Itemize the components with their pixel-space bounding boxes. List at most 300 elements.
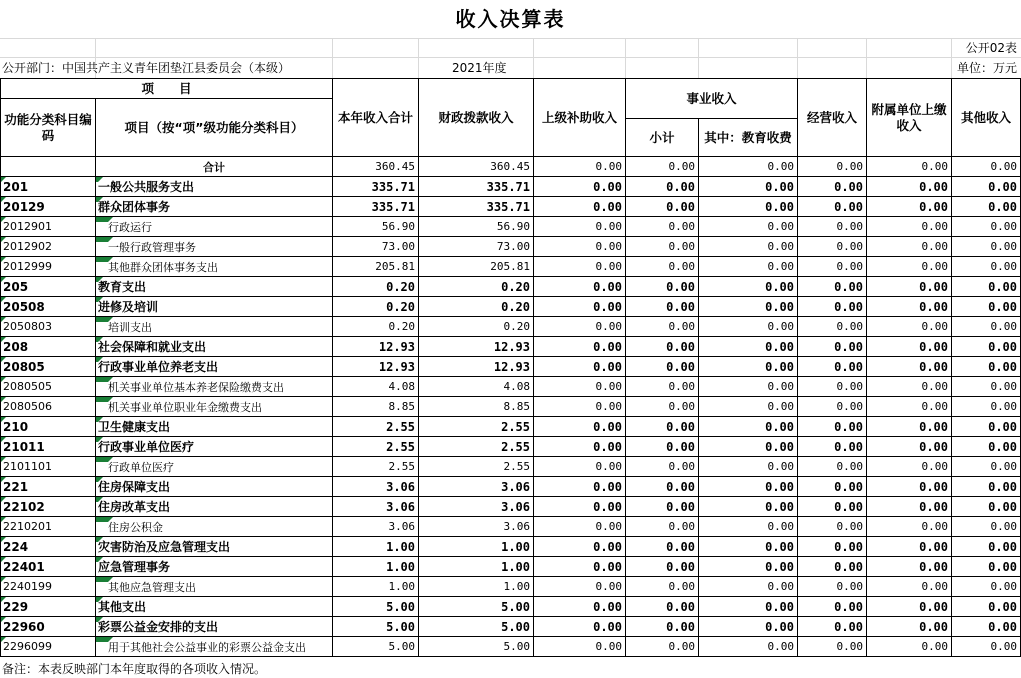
name-cell[interactable]	[96, 417, 333, 437]
value-cell[interactable]: 0.00	[867, 217, 952, 237]
value-cell[interactable]: 0.00	[952, 597, 1021, 617]
name-cell[interactable]	[96, 557, 333, 577]
value-cell[interactable]: 0.00	[798, 577, 867, 597]
value-cell[interactable]: 0.00	[952, 197, 1021, 217]
value-cell[interactable]: 0.00	[798, 417, 867, 437]
value-cell[interactable]: 0.00	[534, 537, 626, 557]
value-cell[interactable]: 0.00	[534, 497, 626, 517]
value-cell[interactable]: 0.00	[699, 597, 798, 617]
value-cell[interactable]: 0.00	[798, 317, 867, 337]
code-cell[interactable]	[1, 597, 96, 617]
name-cell[interactable]	[96, 377, 333, 397]
value-cell[interactable]: 0.00	[867, 357, 952, 377]
table-row	[1, 457, 1021, 477]
value-cell[interactable]: 0.00	[867, 317, 952, 337]
code-cell[interactable]	[1, 397, 96, 417]
value-cell[interactable]: 0.00	[534, 197, 626, 217]
value-cell[interactable]: 0.00	[534, 457, 626, 477]
name-cell[interactable]	[96, 537, 333, 557]
table-body	[1, 157, 1021, 657]
value-cell[interactable]: 0.00	[798, 557, 867, 577]
total-label: 合计	[96, 157, 333, 177]
value-cell[interactable]: 0.00	[626, 217, 699, 237]
value-cell[interactable]: 0.00	[626, 597, 699, 617]
value-cell[interactable]: 0.00	[952, 257, 1021, 277]
value-cell[interactable]: 0.00	[699, 317, 798, 337]
value-cell[interactable]: 1.00	[333, 537, 419, 557]
code-text: 208	[3, 339, 29, 354]
affiliated-header: 附属单位上缴收入	[867, 79, 952, 157]
value-cell[interactable]: 0.00	[626, 237, 699, 257]
value-cell[interactable]: 0.00	[534, 617, 626, 637]
value-cell[interactable]: 0.00	[626, 497, 699, 517]
value-cell[interactable]: 0.00	[699, 437, 798, 457]
code-header: 功能分类科目编码	[1, 99, 96, 157]
value-cell[interactable]: 0.00	[798, 437, 867, 457]
value-cell[interactable]: 0.00	[534, 597, 626, 617]
value-cell[interactable]: 0.00	[867, 577, 952, 597]
value-cell[interactable]: 0.00	[534, 377, 626, 397]
value-cell[interactable]: 0.00	[534, 357, 626, 377]
code-cell[interactable]	[1, 557, 96, 577]
value-cell[interactable]: 0.00	[626, 457, 699, 477]
grid-line	[866, 38, 867, 78]
value-cell[interactable]: 0.00	[534, 557, 626, 577]
value-cell[interactable]: 8.85	[333, 397, 419, 417]
value-cell[interactable]: 0.00	[534, 437, 626, 457]
code-cell[interactable]	[1, 577, 96, 597]
table-row	[1, 597, 1021, 617]
value-cell[interactable]: 0.00	[534, 297, 626, 317]
table-row	[1, 357, 1021, 377]
value-cell[interactable]: 12.93	[333, 357, 419, 377]
name-cell[interactable]	[96, 617, 333, 637]
code-cell[interactable]	[1, 417, 96, 437]
value-cell[interactable]: 0.00	[534, 417, 626, 437]
name-cell[interactable]	[96, 337, 333, 357]
name-cell[interactable]	[96, 297, 333, 317]
value-cell[interactable]: 4.08	[333, 377, 419, 397]
value-cell[interactable]: 0.00	[534, 237, 626, 257]
value-cell[interactable]: 0.00	[699, 237, 798, 257]
value-cell[interactable]: 0.00	[867, 177, 952, 197]
code-cell[interactable]	[1, 177, 96, 197]
value-cell[interactable]: 0.00	[952, 617, 1021, 637]
value-cell[interactable]: 0.00	[626, 337, 699, 357]
value-cell[interactable]: 205.81	[333, 257, 419, 277]
value-cell[interactable]: 0.00	[626, 637, 699, 657]
code-text: 22960	[3, 619, 45, 634]
name-cell[interactable]	[96, 637, 333, 657]
value-cell[interactable]: 0.00	[798, 597, 867, 617]
value-cell[interactable]: 0.00	[867, 557, 952, 577]
total-row	[1, 157, 1021, 177]
value-cell[interactable]: 0.00	[867, 617, 952, 637]
name-text: 机关事业单位职业年金缴费支出	[108, 400, 262, 414]
value-cell[interactable]: 1.00	[419, 537, 534, 557]
value-cell[interactable]: 5.00	[333, 617, 419, 637]
name-cell[interactable]	[96, 497, 333, 517]
value-cell[interactable]: 5.00	[333, 637, 419, 657]
value-cell[interactable]: 0.00	[952, 237, 1021, 257]
name-cell[interactable]	[96, 597, 333, 617]
value-cell[interactable]: 0.00	[626, 257, 699, 277]
value-cell[interactable]: 0.00	[798, 617, 867, 637]
code-text: 2080506	[3, 400, 52, 413]
value-cell[interactable]: 5.00	[419, 597, 534, 617]
value-cell[interactable]: 0.00	[699, 217, 798, 237]
value-cell[interactable]: 5.00	[333, 597, 419, 617]
value-cell[interactable]: 1.00	[333, 557, 419, 577]
table-row	[1, 217, 1021, 237]
value-cell[interactable]: 0.00	[534, 477, 626, 497]
code-cell[interactable]	[1, 317, 96, 337]
name-cell[interactable]	[96, 517, 333, 537]
value-cell[interactable]: 0.00	[798, 297, 867, 317]
name-cell[interactable]	[96, 217, 333, 237]
value-cell[interactable]: 335.71	[419, 197, 534, 217]
value-cell[interactable]: 0.00	[798, 517, 867, 537]
cell-marker-icon	[1, 297, 6, 302]
name-text: 住房公积金	[108, 520, 163, 534]
code-text: 224	[3, 539, 29, 554]
cell-marker-icon	[1, 457, 6, 462]
code-cell[interactable]	[1, 477, 96, 497]
value-cell[interactable]: 0.20	[333, 317, 419, 337]
name-text: 教育支出	[98, 280, 147, 294]
value-cell[interactable]: 0.00	[952, 217, 1021, 237]
value-cell[interactable]: 0.00	[867, 437, 952, 457]
value-cell[interactable]: 0.20	[419, 317, 534, 337]
name-text: 其他支出	[98, 600, 147, 614]
name-header: 项目（按“项”级功能分类科目）	[96, 99, 333, 157]
name-cell[interactable]	[96, 457, 333, 477]
value-cell[interactable]: 0.00	[952, 477, 1021, 497]
code-cell[interactable]	[1, 637, 96, 657]
code-cell[interactable]	[1, 497, 96, 517]
table-row	[1, 377, 1021, 397]
cell-marker-icon	[96, 197, 103, 202]
value-cell[interactable]: 0.00	[952, 397, 1021, 417]
value-cell[interactable]: 0.00	[699, 557, 798, 577]
value-cell[interactable]: 0.00	[626, 557, 699, 577]
code-cell[interactable]	[1, 517, 96, 537]
value-cell[interactable]: 335.71	[333, 177, 419, 197]
value-cell[interactable]: 0.00	[699, 277, 798, 297]
cell-marker-icon	[96, 397, 113, 402]
value-cell[interactable]: 2.55	[333, 457, 419, 477]
name-cell[interactable]	[96, 237, 333, 257]
value-cell[interactable]: 0.00	[867, 457, 952, 477]
value-cell[interactable]: 3.06	[419, 497, 534, 517]
value-cell[interactable]: 0.00	[699, 517, 798, 537]
cell-marker-icon	[1, 177, 6, 182]
value-cell[interactable]: 0.00	[534, 317, 626, 337]
value-cell[interactable]: 0.00	[952, 377, 1021, 397]
value-cell[interactable]: 0.00	[626, 577, 699, 597]
value-cell[interactable]: 0.00	[699, 177, 798, 197]
value-cell[interactable]: 0.00	[798, 477, 867, 497]
other-header: 其他收入	[952, 79, 1021, 157]
value-cell[interactable]: 0.00	[952, 357, 1021, 377]
name-text: 社会保障和就业支出	[98, 340, 207, 354]
value-cell[interactable]: 3.06	[419, 517, 534, 537]
value-cell[interactable]: 0.00	[952, 277, 1021, 297]
value-cell[interactable]: 0.00	[952, 337, 1021, 357]
value-cell[interactable]: 0.00	[867, 537, 952, 557]
name-text: 彩票公益金安排的支出	[98, 620, 219, 634]
value-cell[interactable]: 0.00	[952, 537, 1021, 557]
value-cell[interactable]: 0.00	[699, 297, 798, 317]
value-cell[interactable]: 2.55	[419, 417, 534, 437]
value-cell[interactable]: 0.00	[699, 457, 798, 477]
value-cell[interactable]: 0.20	[419, 277, 534, 297]
code-cell[interactable]	[1, 617, 96, 637]
value-cell[interactable]: 1.00	[419, 577, 534, 597]
table-row	[1, 437, 1021, 457]
value-cell[interactable]: 0.00	[534, 637, 626, 657]
code-cell[interactable]	[1, 277, 96, 297]
name-cell[interactable]	[96, 397, 333, 417]
code-cell[interactable]	[1, 437, 96, 457]
value-cell[interactable]: 0.00	[626, 397, 699, 417]
value-cell[interactable]: 0.00	[798, 497, 867, 517]
table-row	[1, 537, 1021, 557]
value-cell[interactable]: 335.71	[333, 197, 419, 217]
value-cell[interactable]: 0.00	[699, 377, 798, 397]
value-cell[interactable]: 3.06	[333, 477, 419, 497]
name-cell[interactable]	[96, 177, 333, 197]
code-cell[interactable]	[1, 237, 96, 257]
value-cell[interactable]: 0.00	[798, 257, 867, 277]
value-cell[interactable]: 0.00	[626, 277, 699, 297]
value-cell[interactable]: 0.00	[952, 457, 1021, 477]
value-cell[interactable]: 12.93	[419, 357, 534, 377]
value-cell[interactable]: 2.55	[333, 437, 419, 457]
cell-marker-icon	[1, 197, 6, 202]
value-cell[interactable]: 3.06	[333, 517, 419, 537]
value-cell[interactable]: 0.00	[699, 537, 798, 557]
cell-marker-icon	[96, 277, 103, 282]
value-cell[interactable]: 3.06	[333, 497, 419, 517]
name-text: 住房改革支出	[98, 500, 171, 514]
value-cell[interactable]: 0.00	[798, 357, 867, 377]
cell-marker-icon	[1, 637, 6, 642]
value-cell[interactable]: 0.00	[699, 357, 798, 377]
value-cell[interactable]: 0.00	[699, 617, 798, 637]
code-cell[interactable]	[1, 217, 96, 237]
code-text: 22401	[3, 559, 45, 574]
value-cell[interactable]: 0.00	[626, 357, 699, 377]
value-cell[interactable]: 0.00	[867, 477, 952, 497]
value-cell[interactable]: 0.00	[699, 577, 798, 597]
value-cell[interactable]: 335.71	[419, 177, 534, 197]
cell-marker-icon	[96, 537, 103, 542]
value-cell[interactable]: 0.00	[952, 437, 1021, 457]
value-cell[interactable]: 0.00	[952, 317, 1021, 337]
value-cell[interactable]: 4.08	[419, 377, 534, 397]
cell-marker-icon	[96, 637, 113, 642]
value-cell[interactable]: 73.00	[333, 237, 419, 257]
cell-marker-icon	[1, 577, 6, 582]
value-cell[interactable]: 0.00	[867, 597, 952, 617]
value-cell[interactable]: 0.00	[952, 497, 1021, 517]
value-cell[interactable]: 0.00	[534, 517, 626, 537]
value-cell[interactable]: 0.00	[534, 337, 626, 357]
value-cell[interactable]: 0.00	[699, 637, 798, 657]
fiscal-header: 财政拨款收入	[419, 79, 534, 157]
value-cell[interactable]: 0.00	[867, 197, 952, 217]
code-cell[interactable]	[1, 297, 96, 317]
value-cell[interactable]: 0.00	[534, 217, 626, 237]
value-cell[interactable]: 0.00	[534, 277, 626, 297]
value-cell[interactable]: 0.00	[626, 417, 699, 437]
code-text: 20129	[3, 199, 45, 214]
value-cell[interactable]: 0.00	[867, 257, 952, 277]
value-cell[interactable]: 0.00	[798, 217, 867, 237]
name-cell[interactable]	[96, 577, 333, 597]
value-cell[interactable]: 0.00	[626, 197, 699, 217]
value-cell[interactable]: 0.00	[867, 277, 952, 297]
value-cell[interactable]: 0.00	[952, 297, 1021, 317]
edu-fee-header: 其中：教育收费	[699, 119, 798, 157]
value-cell[interactable]: 0.00	[626, 617, 699, 637]
value-cell[interactable]: 0.00	[952, 577, 1021, 597]
value-cell[interactable]: 0.00	[867, 297, 952, 317]
value-cell[interactable]: 0.00	[952, 637, 1021, 657]
value-cell[interactable]: 5.00	[419, 637, 534, 657]
value-cell[interactable]: 2.55	[419, 437, 534, 457]
value-cell[interactable]: 3.06	[419, 477, 534, 497]
value-cell[interactable]: 0.00	[952, 557, 1021, 577]
value-cell[interactable]: 56.90	[419, 217, 534, 237]
table-row	[1, 637, 1021, 657]
name-cell[interactable]	[96, 257, 333, 277]
value-cell[interactable]: 2.55	[419, 457, 534, 477]
value-cell[interactable]: 0.00	[798, 197, 867, 217]
name-cell[interactable]	[96, 357, 333, 377]
value-cell[interactable]: 0.00	[798, 277, 867, 297]
value-cell[interactable]: 1.00	[419, 557, 534, 577]
grid-line	[698, 38, 699, 78]
value-cell[interactable]: 0.00	[867, 517, 952, 537]
cell-marker-icon	[1, 277, 6, 282]
value-cell[interactable]: 0.00	[952, 177, 1021, 197]
value-cell[interactable]: 0.00	[534, 257, 626, 277]
value-cell[interactable]: 0.00	[867, 417, 952, 437]
value-cell[interactable]: 0.00	[626, 177, 699, 197]
code-cell[interactable]	[1, 537, 96, 557]
value-cell[interactable]: 0.00	[626, 537, 699, 557]
cell-marker-icon	[1, 337, 6, 342]
value-cell[interactable]: 0.20	[333, 297, 419, 317]
value-cell[interactable]: 0.00	[626, 377, 699, 397]
cell-marker-icon	[96, 437, 103, 442]
table-row	[1, 177, 1021, 197]
value-cell[interactable]: 0.00	[867, 637, 952, 657]
name-cell[interactable]	[96, 477, 333, 497]
value-cell[interactable]: 0.00	[699, 497, 798, 517]
value-cell[interactable]: 0.00	[798, 337, 867, 357]
grid-line	[797, 38, 798, 78]
cell-marker-icon	[96, 357, 103, 362]
value-cell[interactable]: 12.93	[333, 337, 419, 357]
value-cell[interactable]: 0.00	[952, 417, 1021, 437]
value-cell[interactable]: 0.00	[699, 397, 798, 417]
unit-label: 单位：万元	[956, 61, 1017, 75]
value-cell[interactable]: 0.00	[798, 537, 867, 557]
code-cell[interactable]	[1, 257, 96, 277]
value-cell[interactable]: 0.00	[534, 577, 626, 597]
value-cell[interactable]: 0.00	[867, 497, 952, 517]
value-cell[interactable]: 5.00	[419, 617, 534, 637]
value-cell[interactable]: 0.00	[626, 297, 699, 317]
table-row	[1, 257, 1021, 277]
value-cell[interactable]: 0.00	[534, 177, 626, 197]
value-cell[interactable]: 56.90	[333, 217, 419, 237]
value-cell[interactable]: 205.81	[419, 257, 534, 277]
value-cell[interactable]: 0.00	[699, 257, 798, 277]
value-cell[interactable]: 0.00	[626, 437, 699, 457]
value-cell[interactable]: 0.00	[867, 377, 952, 397]
value-cell[interactable]: 0.00	[798, 637, 867, 657]
name-cell[interactable]	[96, 437, 333, 457]
name-text: 用于其他社会公益事业的彩票公益金支出	[108, 640, 306, 654]
code-cell[interactable]	[1, 377, 96, 397]
value-cell[interactable]: 2.55	[333, 417, 419, 437]
value-cell[interactable]: 0.00	[798, 457, 867, 477]
value-cell[interactable]: 0.00	[626, 517, 699, 537]
department-label: 公开部门：中国共产主义青年团垫江县委员会（本级）	[2, 61, 291, 75]
code-text: 2296099	[3, 640, 52, 653]
grid-line	[625, 38, 626, 78]
value-cell[interactable]: 8.85	[419, 397, 534, 417]
name-cell[interactable]	[96, 197, 333, 217]
value-cell[interactable]: 0.00	[699, 477, 798, 497]
value-cell[interactable]: 0.00	[798, 377, 867, 397]
value-cell[interactable]: 0.20	[333, 277, 419, 297]
value-cell[interactable]: 0.00	[798, 237, 867, 257]
value-cell[interactable]: 0.00	[867, 237, 952, 257]
value-cell[interactable]: 0.00	[699, 417, 798, 437]
grid-line	[0, 57, 1021, 58]
cell-marker-icon	[1, 237, 6, 242]
code-cell[interactable]	[1, 197, 96, 217]
table-row	[1, 297, 1021, 317]
value-cell[interactable]: 12.93	[419, 337, 534, 357]
value-cell[interactable]: 0.00	[867, 337, 952, 357]
code-cell[interactable]	[1, 457, 96, 477]
value-cell[interactable]: 1.00	[333, 577, 419, 597]
report-title: 收入决算表	[455, 7, 566, 31]
value-cell[interactable]: 0.00	[798, 177, 867, 197]
value-cell[interactable]: 73.00	[419, 237, 534, 257]
value-cell[interactable]: 0.00	[699, 337, 798, 357]
name-cell[interactable]	[96, 277, 333, 297]
value-cell[interactable]: 0.00	[626, 477, 699, 497]
value-cell[interactable]: 0.00	[952, 517, 1021, 537]
code-cell[interactable]	[1, 357, 96, 377]
value-cell[interactable]: 0.00	[626, 317, 699, 337]
value-cell[interactable]: 0.00	[699, 197, 798, 217]
value-cell[interactable]: 0.20	[419, 297, 534, 317]
value-cell[interactable]: 0.00	[534, 397, 626, 417]
total-header: 本年收入合计	[333, 79, 419, 157]
value-cell[interactable]: 0.00	[867, 397, 952, 417]
code-cell[interactable]	[1, 337, 96, 357]
value-cell[interactable]: 0.00	[798, 397, 867, 417]
name-cell[interactable]	[96, 317, 333, 337]
